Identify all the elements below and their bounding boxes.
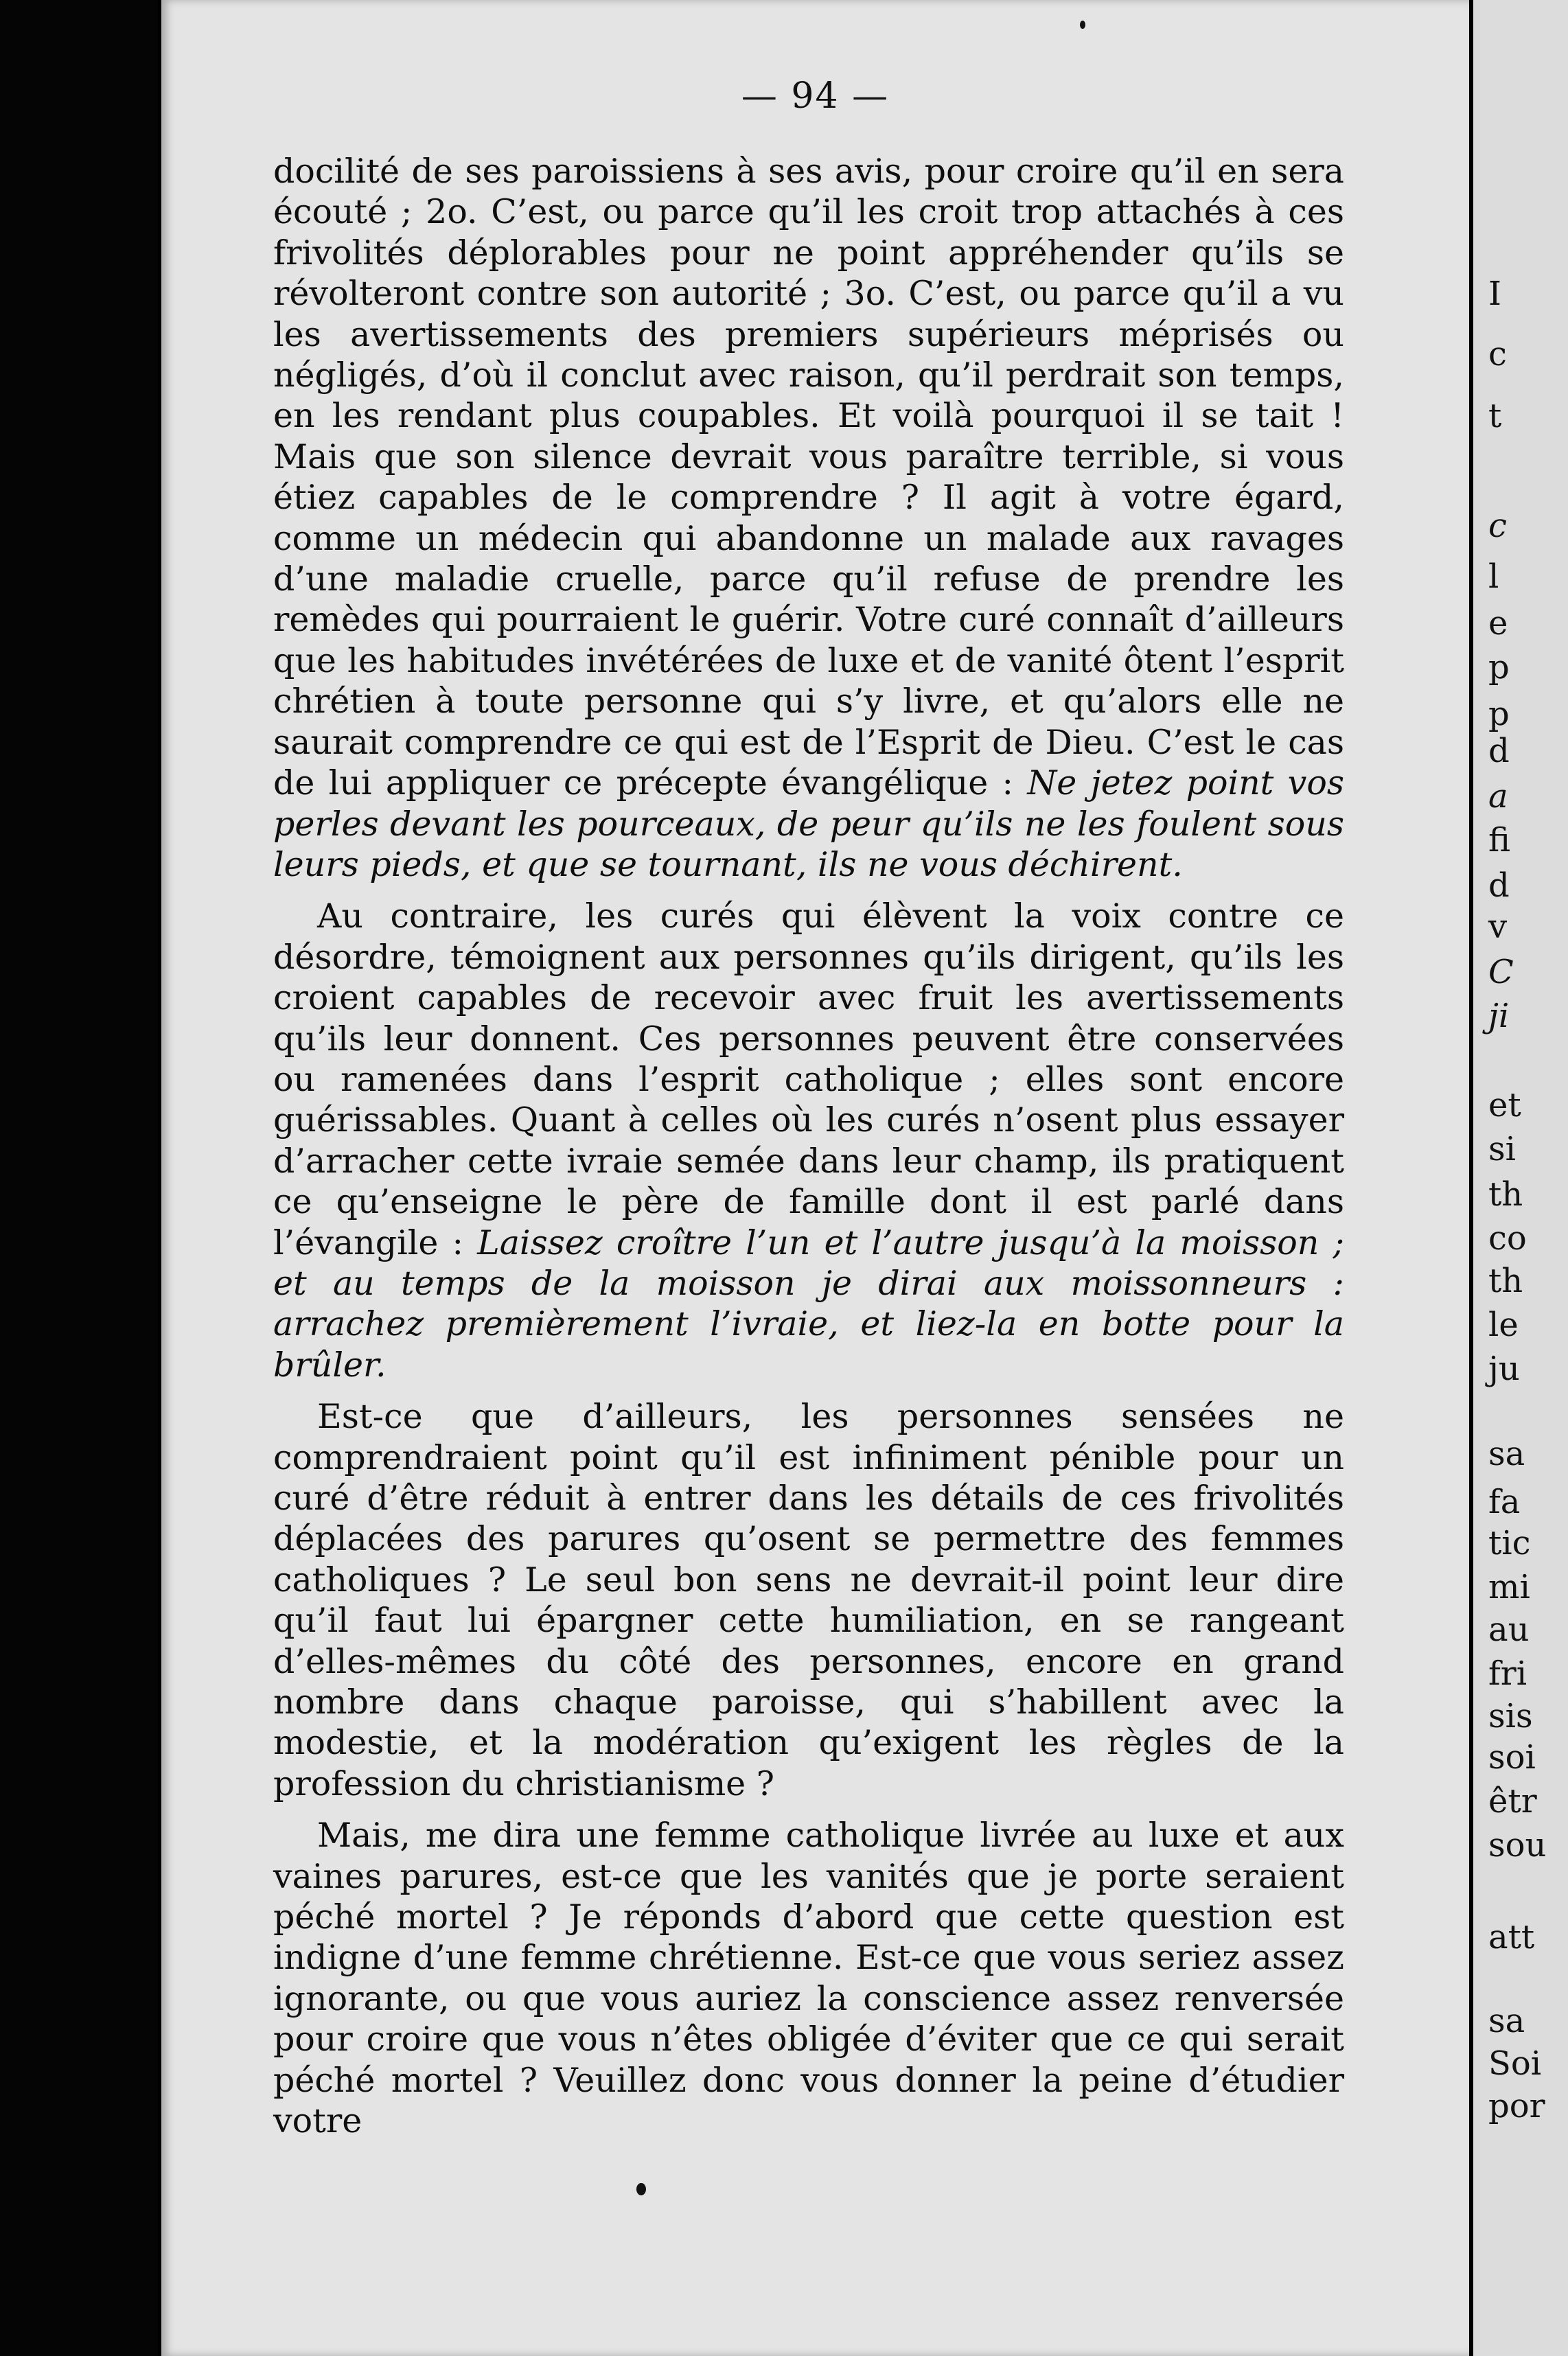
facing-page-fragment: I (1488, 275, 1501, 313)
facing-page-fragment: ju (1488, 1350, 1520, 1388)
paragraph (273, 151, 1344, 885)
facing-page-fragment: t (1488, 397, 1502, 435)
italic-quotation: Laissez croître l’un et l’autre jusqu’à la moisson ; et au temps de la moisson je dirai aux moissonneurs : arrachez premièrement l’ivraie, et liez-la en botte pour la brûler. (273, 1223, 1344, 1385)
book-page (161, 0, 1469, 2356)
italic-quotation: Ne jetez point vos perles devant les pourceaux, de peur qu’ils ne les foulent sous leurs pieds, et que se tournant, ils ne vous déchirent. (273, 763, 1345, 884)
facing-page-fragment: co (1488, 1219, 1527, 1258)
facing-page-fragment: fa (1488, 1483, 1521, 1521)
ink-speck (636, 2183, 646, 2195)
ink-speck (1080, 21, 1085, 29)
facing-page-fragment: soi (1488, 1738, 1536, 1777)
facing-page-fragment: d (1488, 732, 1510, 770)
text-run: Mais, me dira une femme catholique livrée au luxe et aux vaines parures, est-ce que les vanités que je porte seraient péché mortel ? Je réponds d’abord que cette question est indigne d’une femme chrétienne. Est-ce que vous seriez assez ignorante, ou que vous auriez la conscience assez renversée pour croire que vous n’êtes obligée d’éviter que ce qui serait péché mortel ? Veuillez donc vous donner la peine d’étudier votre (273, 1816, 1344, 2141)
facing-page-fragment: th (1488, 1175, 1523, 1214)
binding-shadow (0, 0, 158, 2356)
facing-page-fragment: p (1488, 648, 1510, 686)
facing-page-fragment: et (1488, 1086, 1521, 1124)
facing-page-fragment: mi (1488, 1568, 1530, 1606)
facing-page-fragment: a (1488, 777, 1508, 816)
text-run: Au contraire, les curés qui élèvent la voix contre ce désordre, témoignent aux personnes qu’ils dirigent, qu’ils les croient capables de recevoir avec fruit les avertissements qu’ils leur donnent. Ces personnes peuvent être conservées ou ramenées dans l’esprit catholique ; elles sont encore guérissables. Quant à celles où les curés n’osent plus essayer d’arracher cette ivraie semée dans leur champ, ils pratiquent ce qu’enseigne le père de famille dont il est parlé dans l’évangile : (273, 897, 1344, 1262)
facing-page-fragment: C (1488, 953, 1514, 991)
facing-page-fragment: ji (1488, 997, 1510, 1035)
text-run: docilité de ses paroissiens à ses avis, pour croire qu’il en sera écouté ; 2o. C’est, ou parce qu’il les croit trop attachés à ces frivolités déplorables pour ne point appréhender qu’ils se révolteront contre son autorité ; 3o. C’est, ou parce qu’il a vu les avertissements des premiers supérieurs méprisés ou négligés, d’où il conclut avec raison, qu’il perdrait son temps, en les rendant plus coupables. Et voilà pourquoi il se tait ! Mais que son silence devrait vous paraître terrible, si vous étiez capables de le comprendre ? Il agit à votre égard, comme un médecin qui abandonne un malade aux ravages d’une maladie cruelle, parce qu’il refuse de prendre les remèdes qui pourraient le guérir. Votre curé connaît d’ailleurs que les habitudes invétérées de luxe et de vanité ôtent l’esprit chrétien à toute personne qui s’y livre, et qu’alors elle ne saurait comprendre ce qui est de l’Esprit de Dieu. C’est le cas de lui appliquer ce précepte évangélique : (273, 152, 1344, 803)
paragraph (273, 896, 1344, 1385)
text-run: Est-ce que d’ailleurs, les personnes sensées ne comprendraient point qu’il est infiniment pénible pour un curé d’être réduit à entrer dans les détails de ces frivolités déplacées des parures qu’osent se permettre des femmes catholiques ? Le seul bon sens ne devrait-il point leur dire qu’il faut lui épargner cette humiliation, en se rangeant d’elles-mêmes du côté des personnes, encore en grand nombre dans chaque paroisse, qui s’habillent avec la modestie, et la modération qu’exigent les règles de la profession du christianisme ? (273, 1397, 1344, 1803)
facing-page-fragment: au (1488, 1610, 1530, 1649)
facing-page-fragment: fi (1488, 821, 1511, 859)
facing-page-fragment: si (1488, 1130, 1516, 1168)
facing-page-fragment: p (1488, 695, 1510, 733)
facing-page-fragment: l (1488, 557, 1499, 596)
facing-page-fragment: fri (1488, 1654, 1527, 1693)
facing-page-fragment: v (1488, 908, 1508, 946)
facing-page-fragment: d (1488, 866, 1510, 905)
page-text (273, 151, 1344, 2153)
facing-page-fragment: sou (1488, 1826, 1547, 1864)
facing-page-edge (1473, 0, 1568, 2356)
facing-page-fragment: sa (1488, 1435, 1525, 1473)
paragraph (273, 1396, 1344, 1804)
facing-page-fragment: le (1488, 1306, 1519, 1344)
facing-page-fragment: êtr (1488, 1782, 1537, 1821)
facing-page-fragment: tic (1488, 1524, 1531, 1562)
paragraph (273, 1815, 1344, 2141)
facing-page-fragment: sa (1488, 2002, 1525, 2040)
facing-page-fragment: e (1488, 604, 1508, 643)
facing-page-fragment: por (1488, 2087, 1545, 2125)
page-number: — 94 — (741, 76, 890, 117)
facing-page-fragment: c (1488, 335, 1507, 373)
facing-page-fragment: th (1488, 1262, 1523, 1300)
facing-page-fragment: att (1488, 1918, 1535, 1956)
facing-page-fragment: c (1488, 507, 1507, 545)
facing-page-fragment: sis (1488, 1697, 1533, 1735)
facing-page-fragment: Soi (1488, 2044, 1542, 2083)
